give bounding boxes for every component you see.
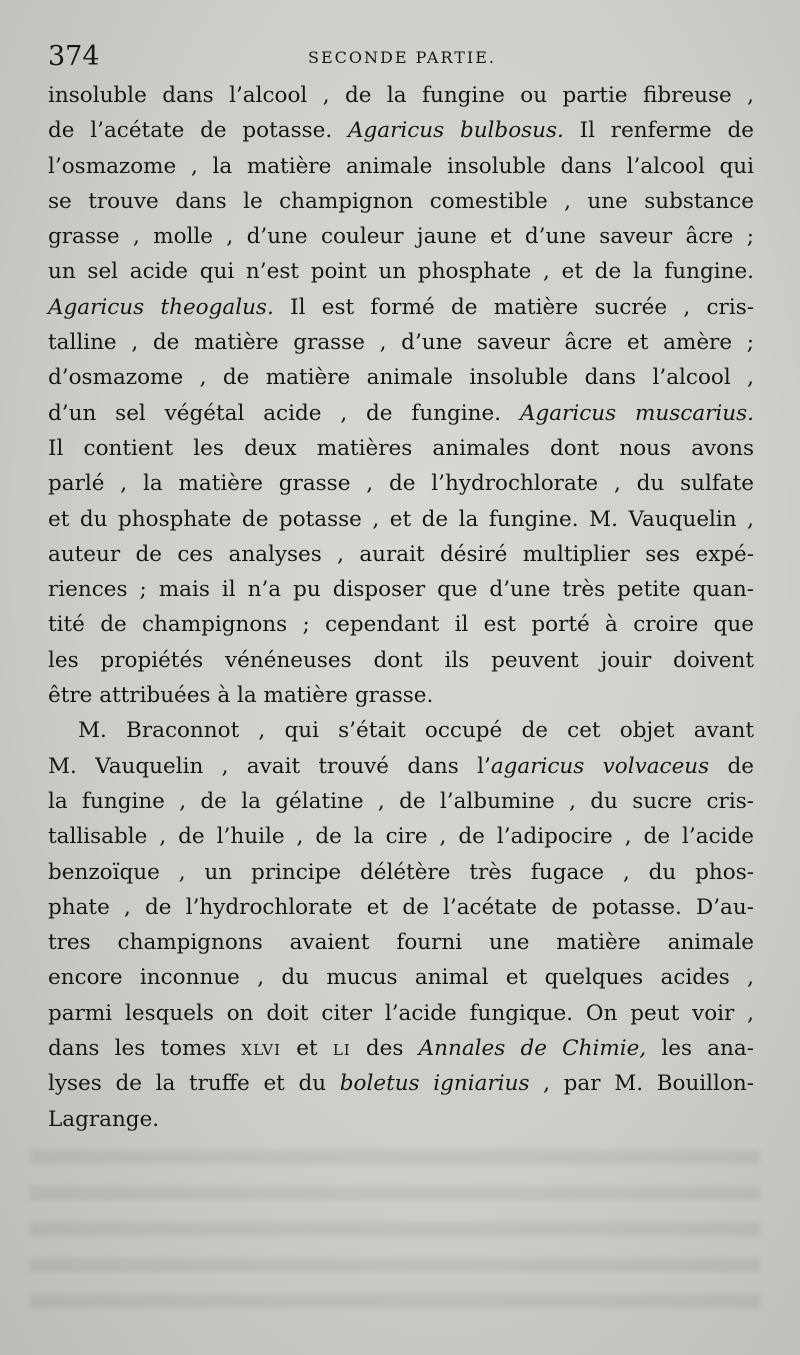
- text-segment: parmi lesquels on doit citer l’acide fungique. On peut voir ,: [48, 1000, 754, 1026]
- text-segment: talline , de matière grasse , d’une saveur âcre et amère ;: [48, 330, 754, 356]
- text-segment: parlé , la matière grasse , de l’hydrochlorate , du sulfate: [48, 471, 754, 497]
- text-segment: grasse , molle , d’une couleur jaune et d’une saveur âcre ;: [48, 224, 754, 250]
- italic-text: Agaricus bulbosus.: [347, 118, 564, 144]
- text-line: [48, 431, 754, 466]
- text-line: [48, 1031, 754, 1066]
- text-segment: tallisable , de l’huile , de la cire , de l’adipocire , de l’acide: [48, 824, 754, 850]
- text-line: [48, 502, 754, 537]
- text-line: [48, 678, 754, 713]
- text-line: [48, 290, 754, 325]
- text-line: [48, 960, 754, 995]
- text-segment: d’un sel végétal acide , de fungine.: [48, 400, 520, 426]
- text-line: [48, 396, 754, 431]
- text-segment: encore inconnue , du mucus animal et quelques acides ,: [48, 965, 754, 991]
- bleed-through-text: [30, 1150, 760, 1320]
- text-line: [48, 254, 754, 289]
- text-line: [48, 1102, 754, 1137]
- text-segment: tité de champignons ; cependant il est porté à croire que: [48, 612, 754, 638]
- text-segment: les propiétés vénéneuses dont ils peuvent jouir doivent: [48, 647, 754, 673]
- text-segment: M. Braconnot , qui s’était occupé de cet objet avant: [78, 718, 754, 744]
- text-line: [48, 360, 754, 395]
- text-segment: Il renferme de: [563, 118, 754, 144]
- text-segment: des: [350, 1036, 419, 1062]
- text-line: [48, 607, 754, 642]
- italic-text: Agaricus muscarius.: [519, 400, 755, 426]
- italic-text: Annales de Chimie,: [418, 1036, 647, 1062]
- text-segment: lyses de la truffe et du: [48, 1071, 340, 1097]
- text-line: [48, 890, 754, 925]
- text-segment: et: [281, 1036, 333, 1062]
- text-segment: riences ; mais il n’a pu disposer que d’une très petite quan-: [48, 577, 754, 603]
- text-line: [48, 996, 754, 1031]
- text-segment: benzoïque , un principe délétère très fugace , du phos-: [48, 859, 754, 885]
- text-segment: la fungine , de la gélatine , de l’albumine , du sucre cris-: [48, 788, 754, 814]
- text-segment: , par M. Bouillon-: [529, 1071, 754, 1097]
- text-segment: l’osmazome , la matière animale insoluble dans l’alcool qui: [48, 153, 754, 179]
- text-line: [48, 819, 754, 854]
- text-segment: insoluble dans l’alcool , de la fungine ou partie fibreuse ,: [48, 83, 754, 108]
- small-caps-text: XLVI: [241, 1041, 282, 1060]
- text-segment: phate , de l’hydrochlorate et de l’acétate de potasse. D’au-: [48, 894, 754, 920]
- text-line: [48, 78, 754, 113]
- italic-text: Agaricus theogalus.: [48, 294, 274, 320]
- text-segment: les ana-: [646, 1036, 754, 1062]
- page-number: 374: [48, 41, 100, 72]
- text-line: [48, 784, 754, 819]
- text-line: [48, 572, 754, 607]
- text-line: [48, 643, 754, 678]
- text-segment: se trouve dans le champignon comestible , une substance: [48, 188, 754, 214]
- italic-text: agaricus volvaceus: [490, 753, 710, 779]
- text-line: [48, 537, 754, 572]
- small-caps-text: LI: [332, 1041, 351, 1060]
- text-line: [48, 1066, 754, 1101]
- italic-text: boletus igniarius: [339, 1071, 530, 1097]
- text-segment: auteur de ces analyses , aurait désiré multiplier ses expé-: [48, 541, 754, 567]
- text-line: [48, 149, 754, 184]
- text-segment: de l’acétate de potasse.: [48, 118, 348, 144]
- text-line: [48, 113, 754, 148]
- page-header: [48, 42, 756, 72]
- text-segment: M. Vauquelin , avait trouvé dans l’: [48, 753, 491, 779]
- text-line: [48, 855, 754, 890]
- text-segment: d’osmazome , de matière animale insoluble dans l’alcool ,: [48, 365, 754, 391]
- text-line: [48, 325, 754, 360]
- text-segment: dans les tomes: [48, 1036, 242, 1062]
- paragraph: [48, 78, 754, 713]
- text-line: [48, 219, 754, 254]
- running-head: SECONDE PARTIE.: [308, 48, 496, 67]
- text-line: [48, 466, 754, 501]
- text-segment: et du phosphate de potasse , et de la fungine. M. Vauquelin ,: [48, 506, 754, 532]
- text-segment: Il est formé de matière sucrée , cris-: [273, 294, 755, 320]
- text-segment: Lagrange.: [48, 1106, 160, 1132]
- text-line: [48, 925, 754, 960]
- body-text: [48, 78, 754, 1137]
- text-line: [48, 749, 754, 784]
- text-segment: un sel acide qui n’est point un phosphate , et de la fungine.: [48, 259, 754, 285]
- text-segment: tres champignons avaient fourni une matière animale: [48, 930, 754, 956]
- text-segment: Il contient les deux matières animales dont nous avons: [48, 435, 754, 461]
- paragraph: [48, 713, 754, 1137]
- text-line: [48, 184, 754, 219]
- text-segment: de: [709, 753, 754, 779]
- text-line: [48, 713, 754, 748]
- text-segment: être attribuées à la matière grasse.: [48, 683, 434, 709]
